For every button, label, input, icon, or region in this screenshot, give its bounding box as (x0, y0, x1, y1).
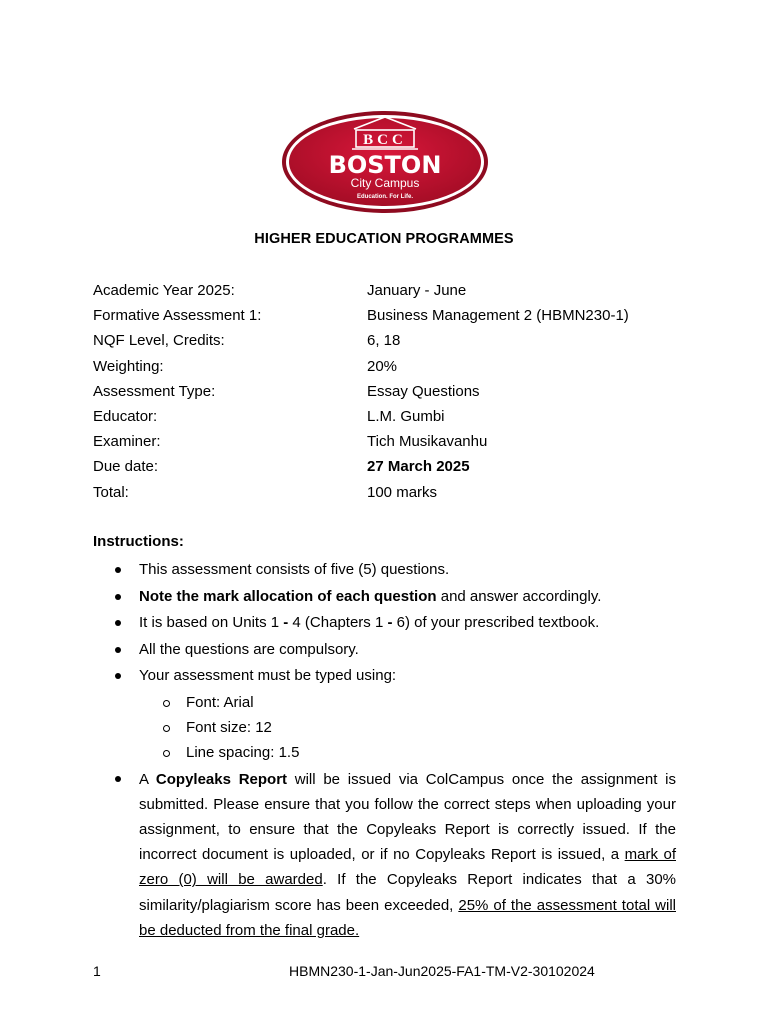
detail-value: 100 marks (367, 483, 438, 501)
detail-value: Essay Questions (367, 382, 480, 400)
circle-bullet-icon (163, 700, 170, 707)
detail-label: Total: (93, 483, 129, 501)
instruction-text: . If the Copyleaks Report indicates that a 30% similarity/plagiarism score has been exceeded, (139, 871, 676, 914)
page-heading: HIGHER EDUCATION PROGRAMMES (254, 231, 514, 247)
bullet-icon (115, 776, 121, 782)
detail-value: Business Management 2 (HBMN230-1) (367, 307, 629, 325)
list-item-copyleaks (93, 767, 676, 943)
zero-mark-warning: mark of zero (0) will be awarded (139, 846, 676, 889)
sub-list-item (93, 715, 676, 740)
dash: - (283, 614, 289, 631)
instruction-text: This assessment consists of five (5) questions. (139, 561, 450, 578)
detail-value: 20% (367, 357, 398, 375)
instruction-text: will be issued via ColCampus once the assignment is submitted. Please ensure that you follow the correct steps when uploading your assignment, to ensure that the Copyleaks Report is correctly issued. If the incorrect document is uploaded, or if no Copyleaks Report is issued, a (139, 770, 676, 864)
deduction-warning: 25% of the assessment total will be deducted from the final grade. (139, 896, 676, 939)
logo-monogram: BCC (363, 132, 407, 148)
sub-item-text: Font: Arial (186, 693, 254, 711)
document-code: HBMN230-1-Jan-Jun2025-FA1-TM-V2-30102024 (289, 963, 595, 979)
detail-value: January - June (367, 282, 467, 299)
instruction-text: 4 (Chapters 1 (288, 614, 388, 631)
instruction-text: 6) of your prescribed textbook. (392, 614, 600, 631)
bullet-icon (115, 647, 121, 653)
detail-label: Due date: (93, 458, 159, 476)
list-item (93, 663, 676, 690)
bullet-icon (115, 567, 121, 573)
instruction-emphasis: Note the mark allocation of each question (139, 587, 437, 605)
detail-label: Assessment Type: (93, 382, 216, 400)
instruction-text: It is based on Units 1 (139, 614, 284, 631)
instruction-text: All the questions are compulsory. (139, 640, 359, 658)
instruction-text: Your assessment must be typed using: (139, 667, 397, 684)
dash: - (387, 614, 393, 631)
bullet-icon (115, 594, 121, 600)
instruction-text: A (139, 770, 156, 788)
boston-city-campus-logo (280, 109, 490, 215)
circle-bullet-icon (163, 750, 170, 757)
due-date-value: 27 March 2025 (367, 458, 470, 476)
detail-label: NQF Level, Credits: (93, 332, 225, 350)
list-item (93, 610, 676, 637)
detail-label: Academic Year 2025: (93, 282, 235, 299)
detail-value: 6, 18 (367, 332, 401, 350)
sub-list-item (93, 690, 676, 715)
bullet-icon (115, 620, 121, 626)
instructions-list (93, 557, 676, 943)
circle-bullet-icon (163, 725, 170, 732)
copyleaks-report-emphasis: Copyleaks Report (155, 770, 288, 788)
logo-name: BOSTON (328, 151, 442, 179)
detail-label: Formative Assessment 1: (93, 307, 262, 325)
logo-tagline: Education. For Life. (356, 194, 414, 200)
instruction-text: and answer accordingly. (436, 587, 602, 605)
instructions-title: Instructions: (93, 533, 184, 550)
sub-list-item (93, 740, 676, 765)
page-number: 1 (93, 963, 101, 979)
list-item (93, 557, 676, 584)
list-item (93, 637, 676, 664)
bullet-icon (115, 673, 121, 679)
sub-item-text: Font size: 12 (186, 718, 272, 736)
detail-label: Weighting: (93, 357, 164, 375)
detail-value: Tich Musikavanhu (367, 433, 488, 451)
detail-value: L.M. Gumbi (367, 407, 445, 425)
logo-subtitle: City Campus (350, 176, 420, 190)
detail-label: Educator: (93, 407, 158, 425)
detail-label: Examiner: (93, 433, 161, 451)
sub-item-text: Line spacing: 1.5 (186, 743, 300, 761)
list-item (93, 584, 676, 611)
